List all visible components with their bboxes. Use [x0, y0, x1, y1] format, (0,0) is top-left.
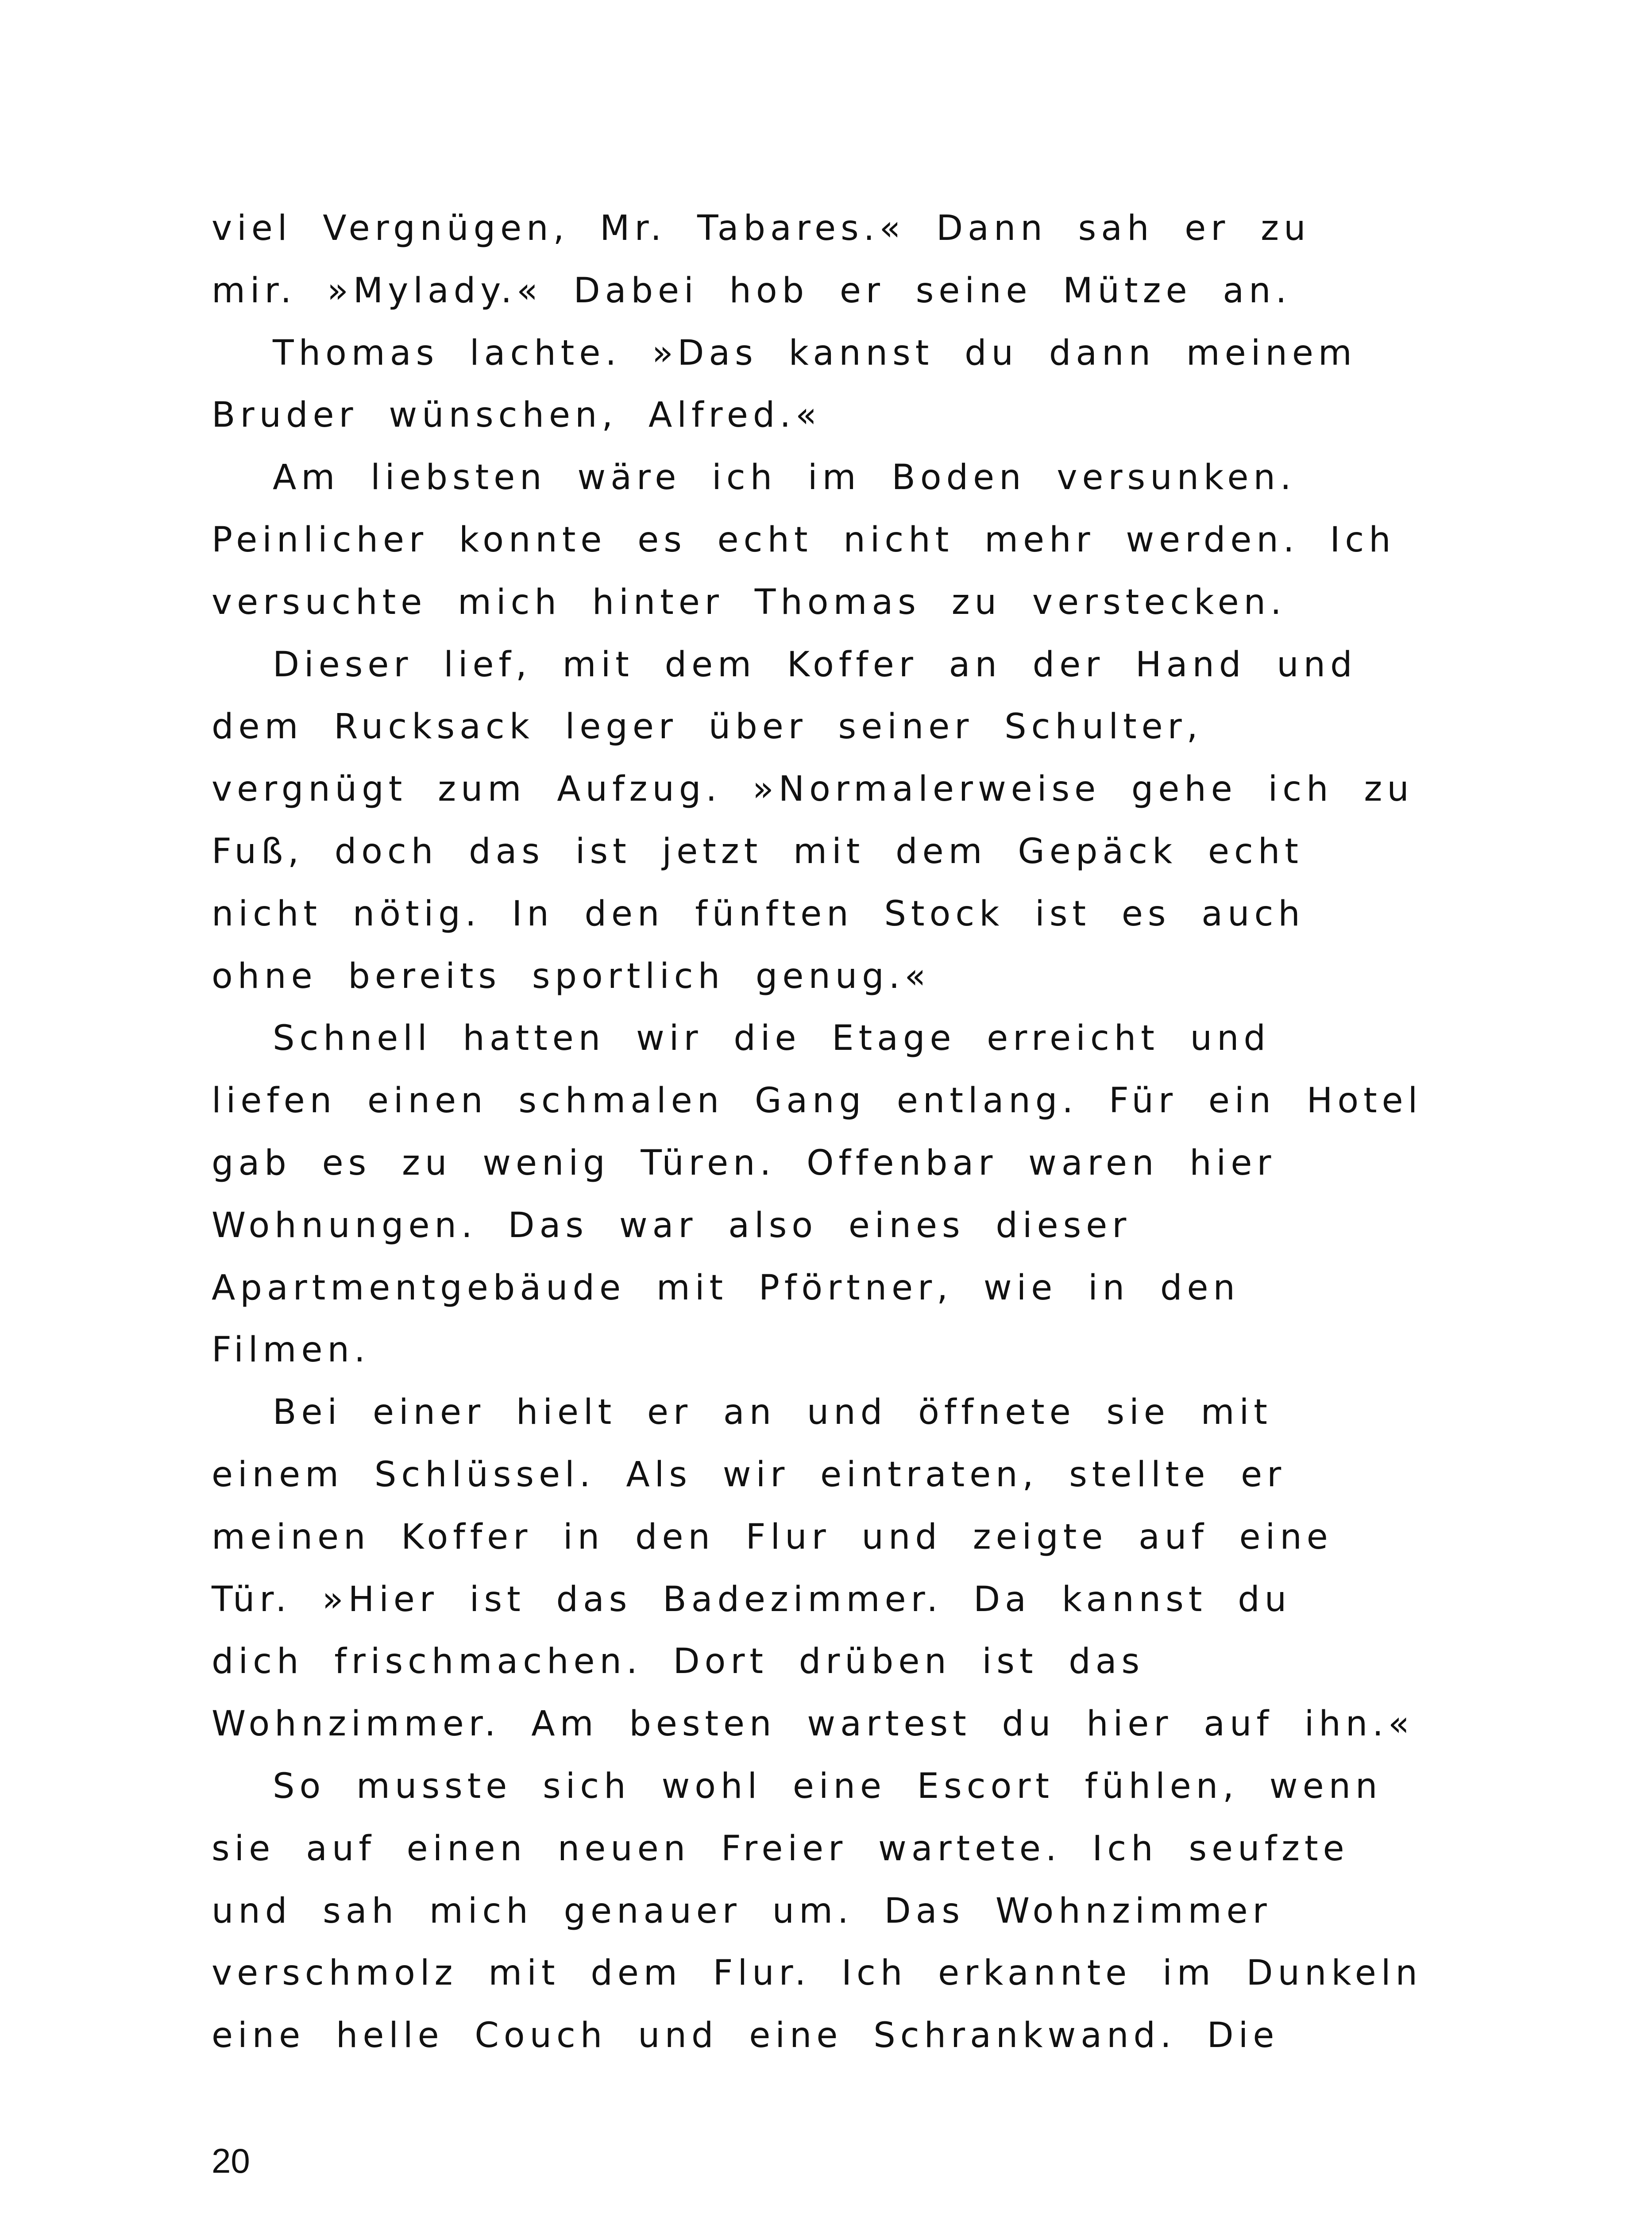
text-line: Filmen.: [212, 1330, 370, 1370]
text-line: versuchte mich hinter Thomas zu verstecken.: [212, 582, 1286, 622]
text-line: Schnell hatten wir die Etage erreicht und: [273, 1018, 1271, 1059]
text-line: einem Schlüssel. Als wir eintraten, stellte er: [212, 1454, 1286, 1495]
text-line: viel Vergnügen, Mr. Tabares.« Dann sah er zu: [212, 208, 1311, 248]
text-line: Thomas lachte. »Das kannst du dann meinem: [273, 333, 1357, 373]
text-line: gab es zu wenig Türen. Offenbar waren hier: [212, 1143, 1276, 1183]
text-line: Am liebsten wäre ich im Boden versunken.: [273, 458, 1296, 498]
text-line: vergnügt zum Aufzug. »Normalerweise gehe ich zu: [212, 769, 1414, 810]
text-line: Wohnzimmer. Am besten wartest du hier auf ihn.«: [212, 1704, 1414, 1744]
text-line: nicht nötig. In den fünften Stock ist es auch: [212, 894, 1305, 934]
text-line: liefen einen schmalen Gang entlang. Für ein Hotel: [212, 1081, 1423, 1121]
page-number: 20: [212, 2141, 250, 2180]
text-line: dem Rucksack leger über seiner Schulter,: [212, 707, 1203, 747]
text-line: Apartmentgebäude mit Pförtner, wie in den: [212, 1268, 1240, 1308]
text-line: mir. »Mylady.« Dabei hob er seine Mütze an.: [212, 270, 1292, 311]
text-line: Tür. »Hier ist das Badezimmer. Da kannst du: [212, 1579, 1292, 1619]
text-line: Fuß, doch das ist jetzt mit dem Gepäck echt: [212, 831, 1303, 871]
text-line: verschmolz mit dem Flur. Ich erkannte im Dunkeln: [212, 1953, 1422, 1993]
text-line: Peinlicher konnte es echt nicht mehr werden. Ich: [212, 520, 1396, 560]
text-line: meinen Koffer in den Flur und zeigte auf eine: [212, 1517, 1333, 1557]
text-line: Bruder wünschen, Alfred.«: [212, 395, 822, 436]
text-line: und sah mich genauer um. Das Wohnzimmer: [212, 1891, 1272, 1931]
text-line: sie auf einen neuen Freier wartete. Ich seufzte: [212, 1828, 1349, 1869]
text-line: dich frischmachen. Dort drüben ist das: [212, 1642, 1145, 1682]
text-line: ohne bereits sportlich genug.«: [212, 956, 931, 996]
text-line: Wohnungen. Das war also eines dieser: [212, 1205, 1131, 1245]
text-line: Dieser lief, mit dem Koffer an der Hand und: [273, 644, 1357, 685]
body-text: [212, 197, 1619, 2067]
text-line: eine helle Couch und eine Schrankwand. Die: [212, 2016, 1279, 2056]
text-line: So musste sich wohl eine Escort fühlen, wenn: [273, 1766, 1382, 1806]
text-line: Bei einer hielt er an und öffnete sie mit: [273, 1392, 1272, 1433]
